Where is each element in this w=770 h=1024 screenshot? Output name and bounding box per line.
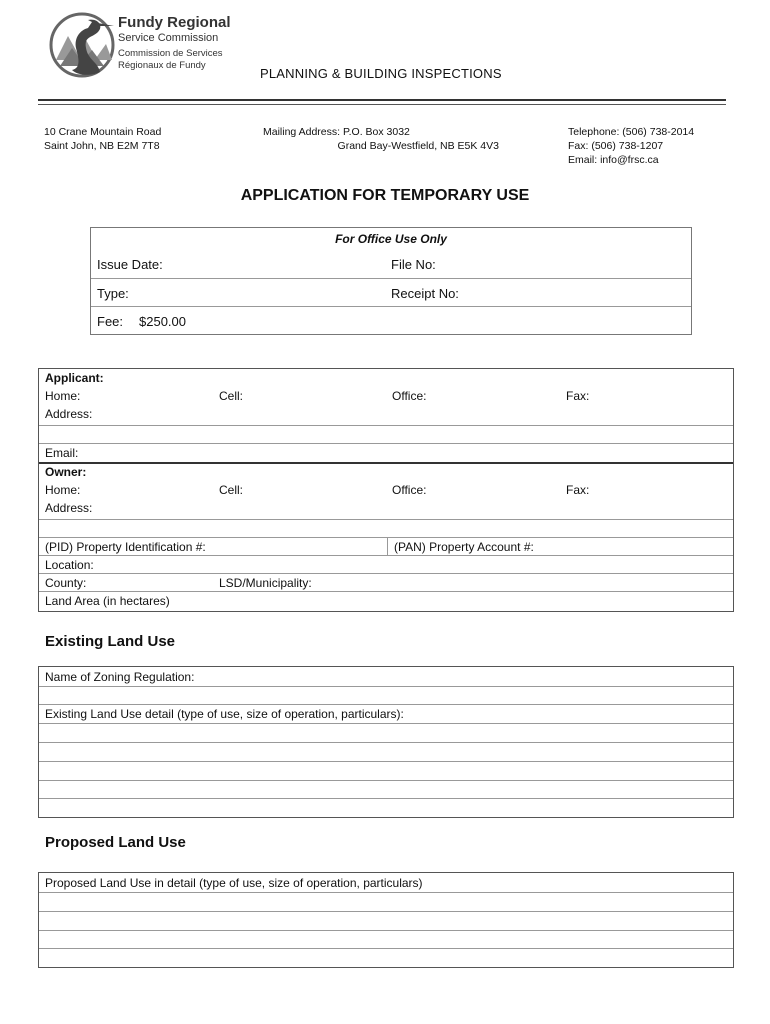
issue-date-label: Issue Date:: [97, 257, 163, 272]
heron-logo-icon: [48, 10, 118, 78]
office-use-heading: For Office Use Only: [335, 232, 447, 246]
row-divider: [39, 780, 733, 781]
pid-field[interactable]: (PID) Property Identification #:: [45, 540, 206, 554]
applicant-home-field[interactable]: Home:: [45, 389, 81, 403]
office-row-divider: [91, 306, 691, 307]
file-no-label: File No:: [391, 257, 436, 272]
fee-value: $250.00: [139, 314, 186, 329]
telephone: Telephone: (506) 738-2014: [568, 126, 695, 138]
owner-office-field[interactable]: Office:: [392, 483, 427, 497]
pan-field[interactable]: (PAN) Property Account #:: [394, 540, 534, 554]
mailing-address: [263, 125, 499, 153]
form-title: APPLICATION FOR TEMPORARY USE: [240, 187, 530, 204]
row-divider: [39, 555, 733, 556]
receipt-no-label: Receipt No:: [391, 286, 459, 301]
proposed-land-use-box: [38, 872, 734, 968]
row-divider: [39, 930, 733, 931]
owner-home-field[interactable]: Home:: [45, 483, 81, 497]
section-divider: [39, 462, 733, 464]
lsd-municipality-field[interactable]: LSD/Municipality:: [219, 576, 312, 590]
owner-cell-field[interactable]: Cell:: [219, 483, 244, 497]
org-name-line3: Commission de Services: [118, 48, 223, 59]
row-divider: [39, 686, 733, 687]
applicant-heading: Applicant:: [45, 371, 104, 385]
street-address: [44, 125, 161, 153]
existing-land-use-box: [38, 666, 734, 818]
office-use-box: [90, 227, 692, 335]
row-divider: [39, 948, 733, 949]
mailing-line2: Grand Bay-Westfield, NB E5K 4V3: [337, 140, 499, 152]
applicant-fax-field[interactable]: Fax:: [566, 389, 590, 403]
county-field[interactable]: County:: [45, 576, 87, 590]
proposed-land-use-heading: Proposed Land Use: [45, 834, 186, 851]
row-divider: [39, 519, 733, 520]
owner-address-field[interactable]: Address:: [45, 501, 93, 515]
contact-info: [568, 125, 694, 167]
row-divider: [39, 742, 733, 743]
address-line1: 10 Crane Mountain Road: [44, 126, 162, 138]
land-area-field[interactable]: Land Area (in hectares): [45, 594, 170, 608]
row-divider: [39, 892, 733, 893]
row-divider: [39, 443, 733, 444]
org-name: [118, 14, 258, 72]
location-field[interactable]: Location:: [45, 558, 94, 572]
existing-detail-field[interactable]: Existing Land Use detail (type of use, size of operation, particulars):: [45, 707, 404, 721]
address-line2: Saint John, NB E2M 7T8: [44, 140, 160, 152]
row-divider: [39, 425, 733, 426]
column-divider: [387, 537, 388, 555]
applicant-cell-field[interactable]: Cell:: [219, 389, 244, 403]
fee-label: Fee:: [97, 314, 124, 329]
logo: [48, 10, 118, 78]
row-divider: [39, 723, 733, 724]
zoning-regulation-field[interactable]: Name of Zoning Regulation:: [45, 670, 195, 684]
row-divider: [39, 573, 733, 574]
header-divider: [38, 99, 726, 101]
proposed-detail-field[interactable]: Proposed Land Use in detail (type of use, size of operation, particulars): [45, 876, 423, 890]
email-address: Email: info@frsc.ca: [568, 154, 659, 166]
existing-land-use-heading: Existing Land Use: [45, 633, 176, 650]
owner-fax-field[interactable]: Fax:: [566, 483, 590, 497]
department-title: PLANNING & BUILDING INSPECTIONS: [260, 66, 502, 81]
mailing-line1: Mailing Address: P.O. Box 3032: [263, 126, 410, 138]
applicant-office-field[interactable]: Office:: [392, 389, 427, 403]
office-row-divider: [91, 278, 691, 279]
row-divider: [39, 798, 733, 799]
owner-heading: Owner:: [45, 465, 87, 479]
row-divider: [39, 704, 733, 705]
org-name-line2: Service Commission: [118, 32, 219, 44]
org-name-line1: Fundy Regional: [118, 14, 231, 31]
row-divider: [39, 537, 733, 538]
org-name-line4: Régionaux de Fundy: [118, 60, 206, 71]
applicant-email-field[interactable]: Email:: [45, 446, 79, 460]
row-divider: [39, 591, 733, 592]
applicant-address-field[interactable]: Address:: [45, 407, 93, 421]
row-divider: [39, 911, 733, 912]
applicant-owner-box: [38, 368, 734, 612]
header-divider-thin: [38, 104, 726, 105]
row-divider: [39, 761, 733, 762]
type-label: Type:: [97, 286, 129, 301]
fax-number: Fax: (506) 738-1207: [568, 140, 664, 152]
